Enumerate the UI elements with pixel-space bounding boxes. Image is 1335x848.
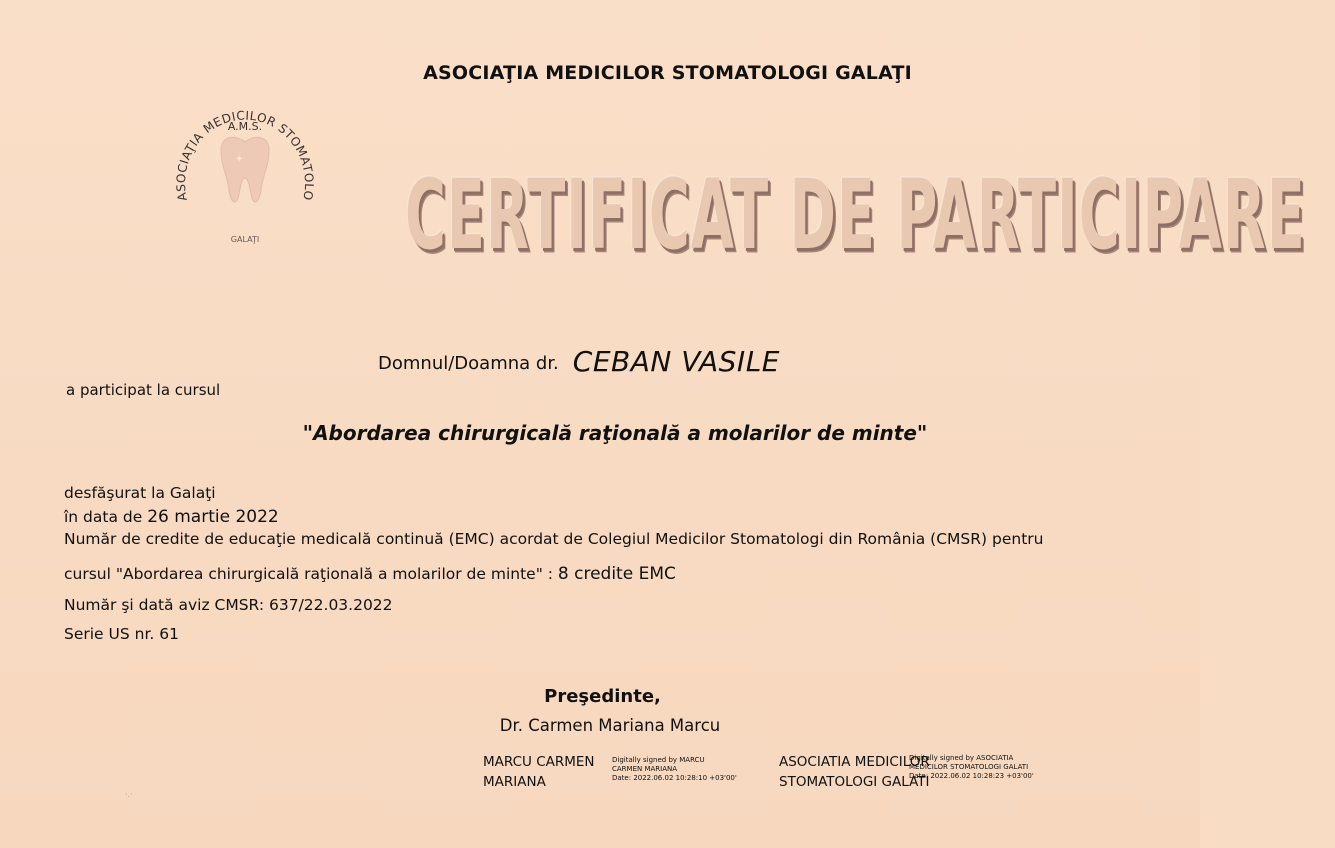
signature-2-name-line2: STOMATOLOGI GALATI xyxy=(779,774,930,790)
recipient-name: CEBAN VASILE xyxy=(572,345,780,378)
signature-2-signed-line1: Digitally signed by ASOCIATIA xyxy=(909,754,1014,762)
signature-1-name-line2: MARIANA xyxy=(483,774,546,790)
signature-1-signed-line2: CARMEN MARIANA xyxy=(612,765,678,773)
location-line: desfăşurat la Galaţi xyxy=(64,484,216,502)
signature-1-name-line1: MARCU CARMEN xyxy=(483,754,595,770)
recipient-row xyxy=(378,343,780,376)
credits-description-line: Număr de credite de educaţie medicală continuă (EMC) acordat de Colegiul Medicilor Stomatologi din România (CMSR) pentru xyxy=(64,530,1044,548)
date-line xyxy=(64,507,279,527)
association-seal xyxy=(165,82,325,252)
president-name: Dr. Carmen Mariana Marcu xyxy=(499,716,721,735)
recipient-salutation: Domnul/Doamna dr. xyxy=(378,353,559,374)
course-credits-prefix: cursul "Abordarea chirurgicală raţională a molarilor de minte" : xyxy=(64,565,558,583)
course-date: 26 martie 2022 xyxy=(147,507,279,527)
signature-2-signed-line2: MEDICILOR STOMATOLOGI GALATI xyxy=(909,763,1029,771)
president-title: Preşedinte, xyxy=(544,686,661,707)
seal-ring-text: ASOCIAŢIA MEDICILOR STOMATOLO xyxy=(173,108,317,203)
certificate-title: CERTIFICAT DE PARTICIPARE xyxy=(405,158,1306,272)
aviz-line: Număr şi dată aviz CMSR: 637/22.03.2022 xyxy=(64,596,393,614)
signature-2-digital-stamp xyxy=(909,754,1034,781)
course-title: "Abordarea chirurgicală raţională a molarilor de minte" xyxy=(302,421,928,445)
tooth-icon xyxy=(221,137,269,202)
signature-1-digital-stamp xyxy=(612,756,737,783)
signature-1-signed-date: Date: 2022.06.02 10:28:10 +03'00' xyxy=(612,774,737,782)
credits-value: 8 credite EMC xyxy=(557,564,676,584)
seal-city: GALAŢI xyxy=(230,235,260,244)
organization-title: ASOCIAŢIA MEDICILOR STOMATOLOGI GALAŢI xyxy=(423,62,912,84)
signature-2-name-line1: ASOCIATIA MEDICILOR xyxy=(779,754,930,770)
signature-1-signed-line1: Digitally signed by MARCU xyxy=(612,756,705,764)
participated-text: a participat la cursul xyxy=(66,381,221,399)
serie-line: Serie US nr. 61 xyxy=(64,625,179,643)
paper-speck: ·.· xyxy=(125,790,133,799)
signature-2-name xyxy=(779,752,930,792)
date-prefix: în data de xyxy=(64,508,148,526)
seal-initials: A.M.S. xyxy=(227,120,263,133)
signature-1-name xyxy=(483,752,595,792)
signature-2-signed-date: Date: 2022.06.02 10:28:23 +03'00' xyxy=(909,772,1034,780)
svg-text:✦: ✦ xyxy=(235,154,244,165)
course-credits-line xyxy=(64,564,676,584)
